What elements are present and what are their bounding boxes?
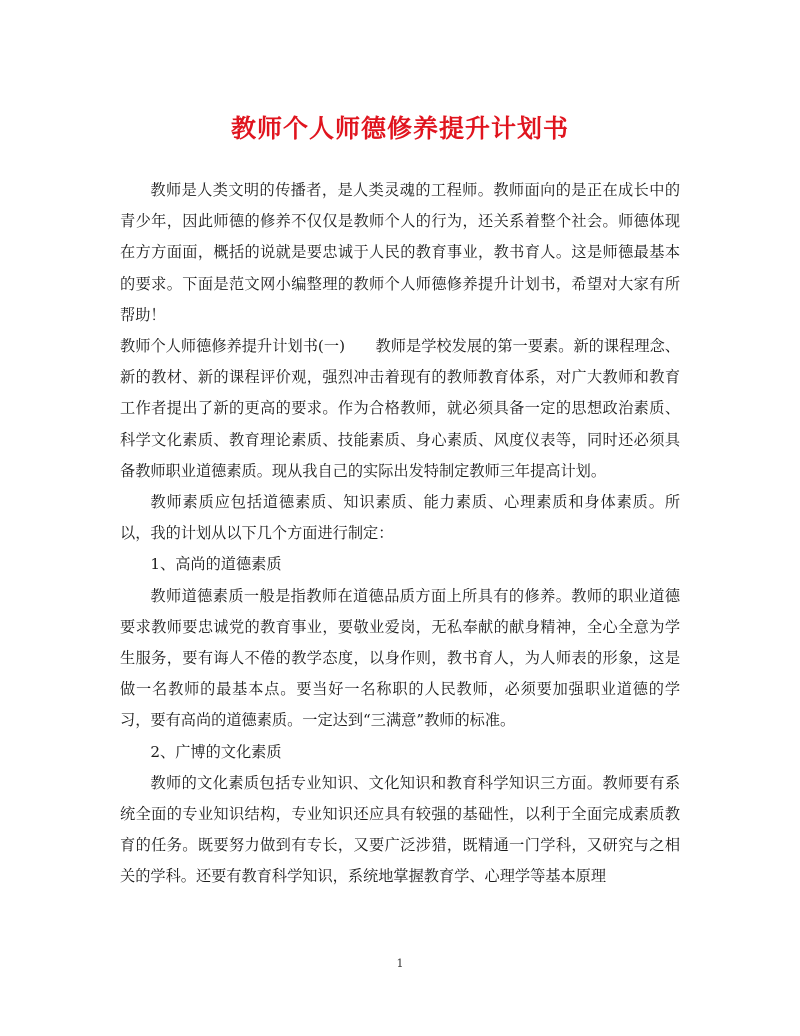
section-heading-moral: 1、高尚的道德素质 [150, 555, 282, 574]
document-title: 教师个人师德修养提升计划书 [230, 114, 569, 143]
paragraph-culture: 教师的文化素质包括专业知识、文化知识和教育科学知识三方面。教师要有系统全面的专业知识结构，专业知识还应具有较强的基础性，以利于全面完成素质教育的任务。既要努力做到有专长，又要广泛涉猎，既精通一门学科，又研究与之相关的学科。还要有教育科学知识，系统地掌握教育学、心理学等基本原理 [120, 773, 680, 886]
section-heading-culture: 2、广博的文化素质 [150, 742, 282, 761]
paragraph-moral: 教师道德素质一般是指教师在道德品质方面上所具有的修养。教师的职业道德要求教师要忠诚党的教育事业，要敬业爱岗，无私奉献的献身精神，全心全意为学生服务，要有诲人不倦的教学态度，以身作则，教书育人，为人师表的形象，这是做一名教师的最基本点。要当好一名称职的人民教师，必须要加强职业道德的学习，要有高尚的道德素质。一定达到“三满意”教师的标准。 [120, 586, 680, 730]
paragraph-quality-overview: 教师素质应包括道德素质、知识素质、能力素质、心理素质和身体素质。所以，我的计划从以下几个方面进行制定： [120, 493, 680, 543]
paragraph-plan-one: 教师个人师德修养提升计划书(一) 教师是学校发展的第一要素。新的课程理念、新的教材、新的课程评价观，强烈冲击着现有的教师教育体系，对广大教师和教育工作者提出了新的更高的要求。作为合格教师，就必须具备一定的思想政治素质、科学文化素质、教育理论素质、技能素质、身心素质、风度仪表等，同时还必须具备教师职业道德素质。现从我自己的实际出发特制定教师三年提高计划。 [120, 337, 680, 480]
page-number: 1 [396, 957, 404, 970]
paragraph-intro: 教师是人类文明的传播者，是人类灵魂的工程师。教师面向的是正在成长中的青少年，因此师德的修养不仅仅是教师个人的行为，还关系着整个社会。师德体现在方方面面，概括的说就是要忠诚于人民的教育事业，教书育人。这是师德最基本的要求。下面是范文网小编整理的教师个人师德修养提升计划书，希望对大家有所帮助！ [120, 181, 680, 324]
document-body [120, 175, 680, 893]
